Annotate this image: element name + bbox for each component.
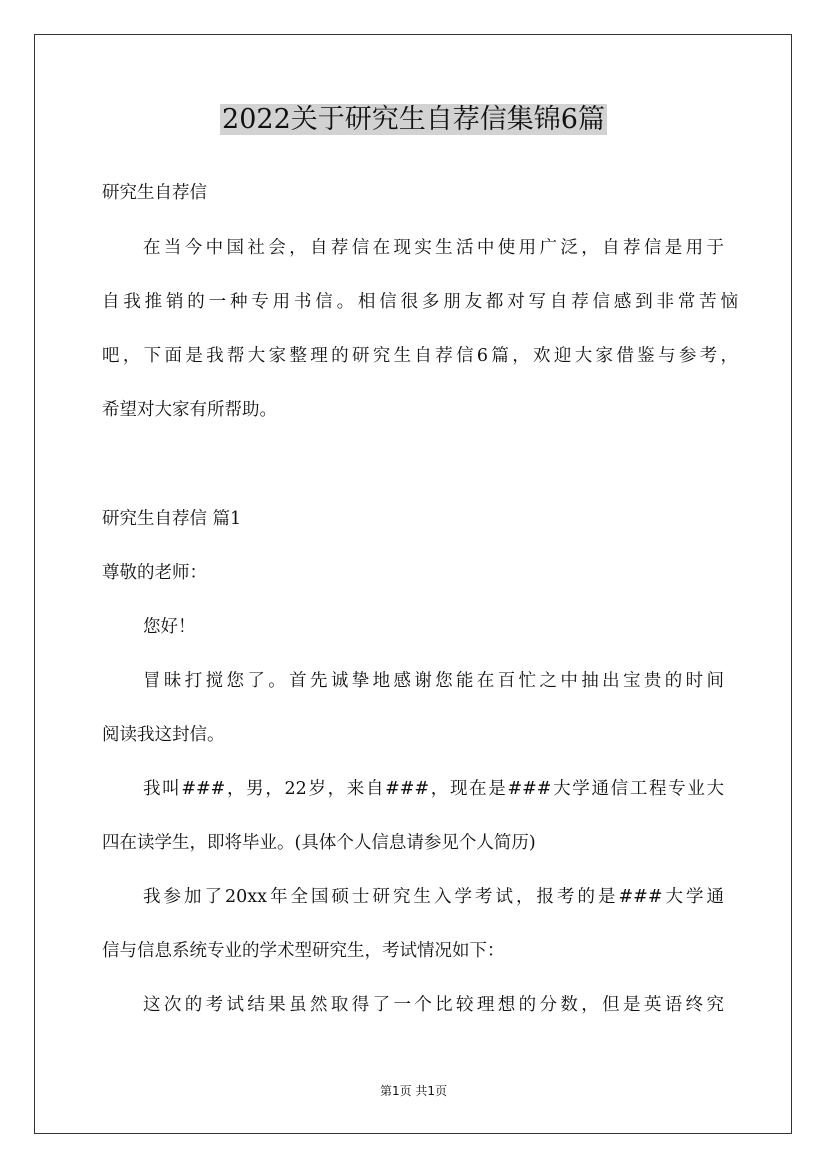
intro-heading: 研究生自荐信 (102, 183, 207, 203)
page-footer: 第1页 共1页 (379, 1084, 448, 1098)
paragraph-2-line-2: 四在读学生，即将毕业。(具体个人信息请参见个人简历) (102, 833, 536, 853)
section-heading: 研究生自荐信 篇1 (102, 509, 242, 529)
salutation: 尊敬的老师： (102, 563, 207, 583)
paragraph-4-line-1: 这次的考试结果虽然取得了一个比较理想的分数，但是英语终究 (143, 995, 724, 1015)
paragraph-3-line-2: 信与信息系统专业的学术型研究生，考试情况如下： (102, 941, 505, 961)
paragraph-1-line-2: 阅读我这封信。 (102, 725, 225, 745)
document-title (0, 100, 827, 142)
document-title-text: 2022关于研究生自荐信集锦6篇 (222, 104, 605, 135)
intro-line-4: 希望对大家有所帮助。 (102, 400, 277, 420)
paragraph-3-line-1: 我参加了20xx年全国硕士研究生入学考试，报考的是###大学通 (143, 887, 724, 907)
intro-line-3: 吧，下面是我帮大家整理的研究生自荐信6篇，欢迎大家借鉴与参考， (102, 346, 738, 366)
intro-line-2: 自我推销的一种专用书信。相信很多朋友都对写自荐信感到非常苦恼 (102, 292, 738, 312)
paragraph-2-line-1: 我叫###，男，22岁，来自###，现在是###大学通信工程专业大 (143, 779, 724, 799)
paragraph-1-line-1: 冒昧打搅您了。首先诚挚地感谢您能在百忙之中抽出宝贵的时间 (143, 671, 724, 691)
intro-line-1: 在当今中国社会，自荐信在现实生活中使用广泛，自荐信是用于 (143, 238, 724, 258)
greeting: 您好！ (143, 617, 196, 637)
